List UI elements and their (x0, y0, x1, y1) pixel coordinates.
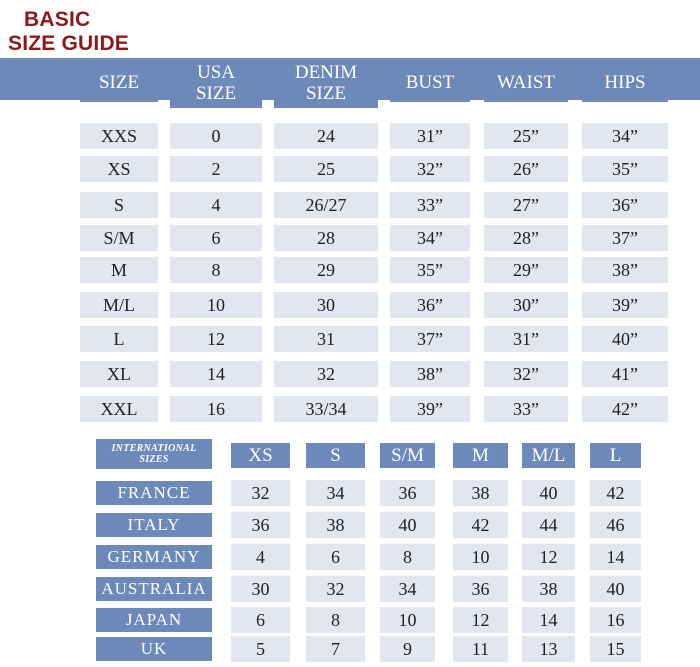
international-size-cell: 42 (453, 512, 508, 538)
size-cell-bust: 34” (390, 225, 470, 251)
international-header-s-m: S/M (380, 443, 435, 468)
international-size-cell: 40 (590, 576, 641, 602)
international-size-cell: 40 (380, 512, 435, 538)
column-header-line: DENIM (294, 62, 358, 83)
size-cell-size: M/L (80, 292, 158, 318)
column-header-line: WAIST (496, 71, 556, 93)
size-cell-waist: 27” (484, 192, 568, 218)
size-cell-size: XXS (80, 123, 158, 149)
size-cell-bust: 36” (390, 292, 470, 318)
size-cell-hips: 41” (582, 361, 668, 387)
international-size-cell: 38 (306, 512, 365, 538)
size-cell-waist: 33” (484, 396, 568, 422)
country-label-uk: UK (96, 637, 212, 661)
international-size-cell: 38 (522, 576, 575, 602)
international-size-cell: 8 (306, 607, 365, 633)
size-cell-denim-size: 29 (274, 257, 378, 283)
size-cell-denim-size: 32 (274, 361, 378, 387)
international-sizes-label-line: INTERNATIONAL (111, 443, 197, 454)
country-label-italy: ITALY (96, 513, 212, 537)
country-label-australia: AUSTRALIA (96, 577, 212, 601)
size-cell-waist: 30” (484, 292, 568, 318)
column-header-usa-size (170, 58, 262, 108)
international-size-cell: 14 (590, 544, 641, 570)
international-size-cell: 15 (590, 636, 641, 662)
international-size-cell: 8 (380, 544, 435, 570)
column-header-bust (390, 62, 470, 102)
international-size-cell: 13 (522, 636, 575, 662)
column-header-waist (484, 62, 568, 102)
size-cell-hips: 35” (582, 156, 668, 182)
country-label-japan: JAPAN (96, 608, 212, 632)
size-cell-usa-size: 0 (170, 123, 262, 149)
size-cell-usa-size: 12 (170, 326, 262, 352)
column-header-size (80, 62, 158, 102)
international-size-cell: 10 (380, 607, 435, 633)
size-cell-waist: 31” (484, 326, 568, 352)
size-cell-usa-size: 14 (170, 361, 262, 387)
column-header-line: BUST (405, 71, 455, 93)
size-cell-hips: 39” (582, 292, 668, 318)
international-size-cell: 6 (231, 607, 290, 633)
international-size-cell: 6 (306, 544, 365, 570)
size-cell-usa-size: 6 (170, 225, 262, 251)
size-cell-bust: 31” (390, 123, 470, 149)
country-label-france: FRANCE (96, 481, 212, 505)
column-header-denim-size (274, 58, 378, 108)
country-label-germany: GERMANY (96, 545, 212, 569)
size-cell-size: XXL (80, 396, 158, 422)
size-cell-denim-size: 31 (274, 326, 378, 352)
size-cell-size: S (80, 192, 158, 218)
international-size-cell: 34 (380, 576, 435, 602)
size-cell-size: L (80, 326, 158, 352)
international-size-cell: 32 (306, 576, 365, 602)
international-header-s: S (306, 443, 365, 468)
title-line-2: SIZE GUIDE (8, 32, 130, 55)
size-cell-size: XS (80, 156, 158, 182)
size-cell-waist: 29” (484, 257, 568, 283)
international-size-cell: 5 (231, 636, 290, 662)
international-size-cell: 4 (231, 544, 290, 570)
size-cell-denim-size: 28 (274, 225, 378, 251)
international-size-cell: 40 (522, 480, 575, 506)
international-size-cell: 32 (231, 480, 290, 506)
column-header-line: SIZE (98, 71, 140, 93)
size-cell-usa-size: 4 (170, 192, 262, 218)
column-header-line: USA (196, 62, 235, 83)
size-cell-bust: 38” (390, 361, 470, 387)
international-header-m: M (453, 443, 508, 468)
international-size-cell: 11 (453, 636, 508, 662)
international-size-cell: 36 (231, 512, 290, 538)
column-header-line: SIZE (195, 83, 237, 104)
size-cell-bust: 33” (390, 192, 470, 218)
column-header-hips (582, 62, 668, 102)
column-header-line: SIZE (305, 83, 347, 104)
international-size-cell: 46 (590, 512, 641, 538)
international-header-xs: XS (231, 443, 290, 468)
column-header-line: HIPS (604, 71, 646, 93)
size-cell-denim-size: 25 (274, 156, 378, 182)
size-cell-waist: 26” (484, 156, 568, 182)
international-size-cell: 7 (306, 636, 365, 662)
international-size-cell: 16 (590, 607, 641, 633)
international-size-cell: 12 (522, 544, 575, 570)
international-size-cell: 36 (380, 480, 435, 506)
size-cell-size: M (80, 257, 158, 283)
international-size-cell: 34 (306, 480, 365, 506)
international-sizes-label (96, 439, 212, 469)
size-cell-size: S/M (80, 225, 158, 251)
title-line-1: BASIC (24, 8, 91, 31)
size-cell-usa-size: 16 (170, 396, 262, 422)
international-header-l: L (590, 443, 641, 468)
size-cell-denim-size: 30 (274, 292, 378, 318)
international-size-cell: 42 (590, 480, 641, 506)
size-cell-usa-size: 2 (170, 156, 262, 182)
international-size-cell: 12 (453, 607, 508, 633)
size-cell-usa-size: 10 (170, 292, 262, 318)
size-cell-hips: 42” (582, 396, 668, 422)
size-cell-hips: 40” (582, 326, 668, 352)
size-cell-denim-size: 24 (274, 123, 378, 149)
international-size-cell: 30 (231, 576, 290, 602)
size-cell-bust: 35” (390, 257, 470, 283)
international-size-cell: 36 (453, 576, 508, 602)
size-cell-waist: 25” (484, 123, 568, 149)
international-size-cell: 9 (380, 636, 435, 662)
size-cell-size: XL (80, 361, 158, 387)
size-cell-denim-size: 33/34 (274, 396, 378, 422)
size-cell-hips: 36” (582, 192, 668, 218)
size-cell-bust: 37” (390, 326, 470, 352)
size-cell-bust: 32” (390, 156, 470, 182)
size-guide-title (8, 8, 129, 56)
size-cell-waist: 32” (484, 361, 568, 387)
size-cell-hips: 34” (582, 123, 668, 149)
international-size-cell: 44 (522, 512, 575, 538)
international-sizes-label-line: SIZES (139, 454, 169, 465)
international-size-cell: 10 (453, 544, 508, 570)
international-size-cell: 38 (453, 480, 508, 506)
international-size-cell: 14 (522, 607, 575, 633)
international-header-m-l: M/L (522, 443, 575, 468)
size-cell-hips: 38” (582, 257, 668, 283)
size-cell-waist: 28” (484, 225, 568, 251)
size-cell-bust: 39” (390, 396, 470, 422)
size-cell-hips: 37” (582, 225, 668, 251)
size-cell-denim-size: 26/27 (274, 192, 378, 218)
size-cell-usa-size: 8 (170, 257, 262, 283)
